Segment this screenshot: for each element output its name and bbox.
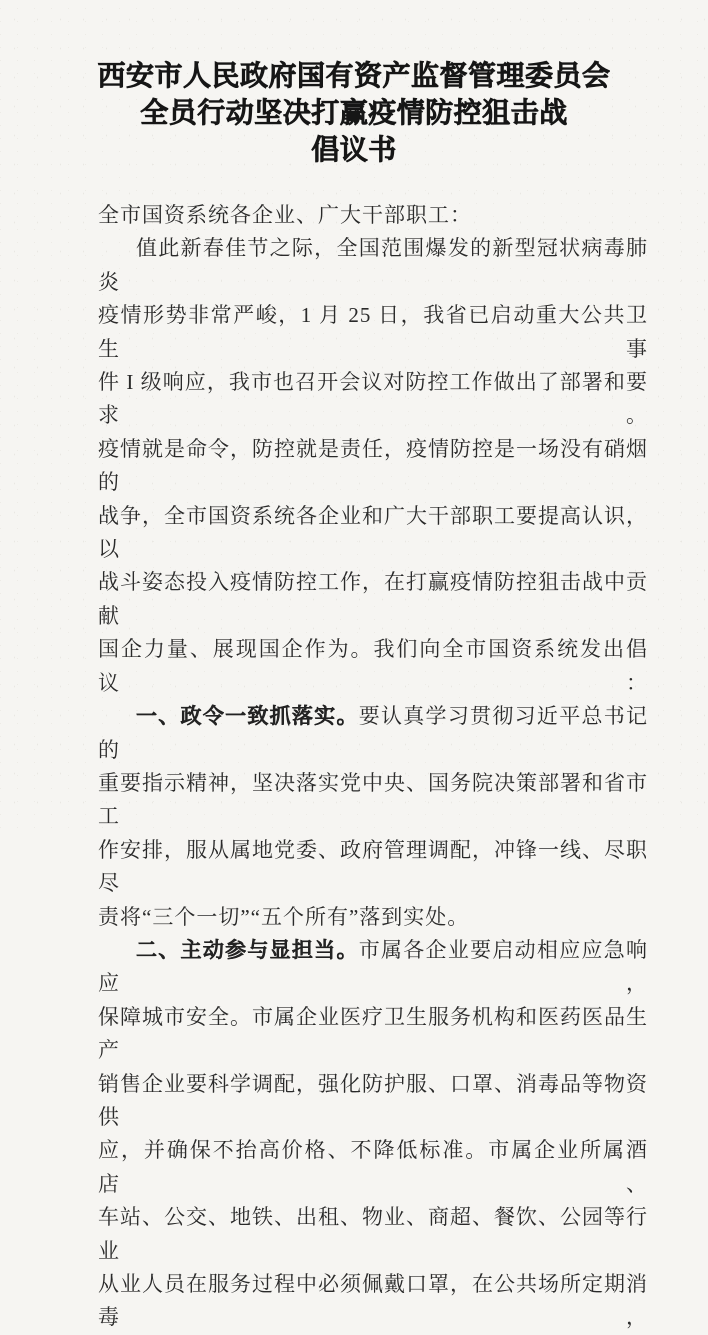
body-line: 值此新春佳节之际，全国范围爆发的新型冠状病毒肺炎: [98, 236, 648, 294]
body-line: 责将“三个一切”“五个所有”落到实处。: [98, 904, 470, 929]
document-title: [0, 0, 708, 168]
body-line: 疫情就是命令，防控就是责任，疫情防控是一场没有硝烟的: [98, 436, 648, 495]
body-line: [98, 700, 648, 767]
body-line: 车站、公交、地铁、出租、物业、商超、餐饮、公园等行业: [98, 1205, 648, 1263]
body-line: 战斗姿态投入疫情防控工作，在打赢疫情防控狙击战中贡献: [98, 570, 648, 628]
body-line: 重要指示精神，坚决落实党中央、国务院决策部署和省市工: [98, 770, 648, 829]
body-line-text: 要认真学习贯彻习近平总书记的: [98, 704, 649, 762]
body-line: 保障城市安全。市属企业医疗卫生服务机构和医药医品生产: [98, 1004, 648, 1063]
body-line: 件 I 级响应，我市也召开会议对防控工作做出了部署和要求。: [98, 370, 648, 428]
body-line: 国企力量、展现国企作为。我们向全市国资系统发出倡议：: [98, 637, 648, 695]
title-line-2: 全员行动坚决打赢疫情防控狙击战: [140, 97, 568, 128]
body-line: 战争，全市国资系统各企业和广大干部职工要提高认识，以: [98, 503, 648, 562]
body-line-text: 市属各企业要启动相应应急响应，: [98, 937, 649, 996]
body-line: 作安排，服从属地党委、政府管理调配，冲锋一线、尽职尽: [98, 837, 648, 896]
salutation-line: 全市国资系统各企业、广大干部职工：: [98, 203, 472, 227]
body-line: 疫情形势非常严峻，1 月 25 日，我省已启动重大公共卫生事: [98, 303, 648, 361]
title-line-1: 西安市人民政府国有资产监督管理委员会: [97, 60, 611, 91]
body-line: [98, 934, 648, 1001]
document-body: [98, 199, 648, 1335]
body-line: 销售企业要科学调配，强化防护服、口罩、消毒品等物资供: [98, 1071, 648, 1129]
section-one-heading: 一、政令一致抓落实。: [136, 705, 359, 729]
body-line: 从业人员在服务过程中必须佩戴口罩，在公共场所定期消毒，: [98, 1272, 648, 1330]
section-two-heading: 二、主动参与显担当。: [136, 938, 359, 962]
body-line: 应，并确保不抬高价格、不降低标准。市属企业所属酒店、: [98, 1138, 648, 1196]
title-line-3: 倡议书: [311, 134, 397, 165]
